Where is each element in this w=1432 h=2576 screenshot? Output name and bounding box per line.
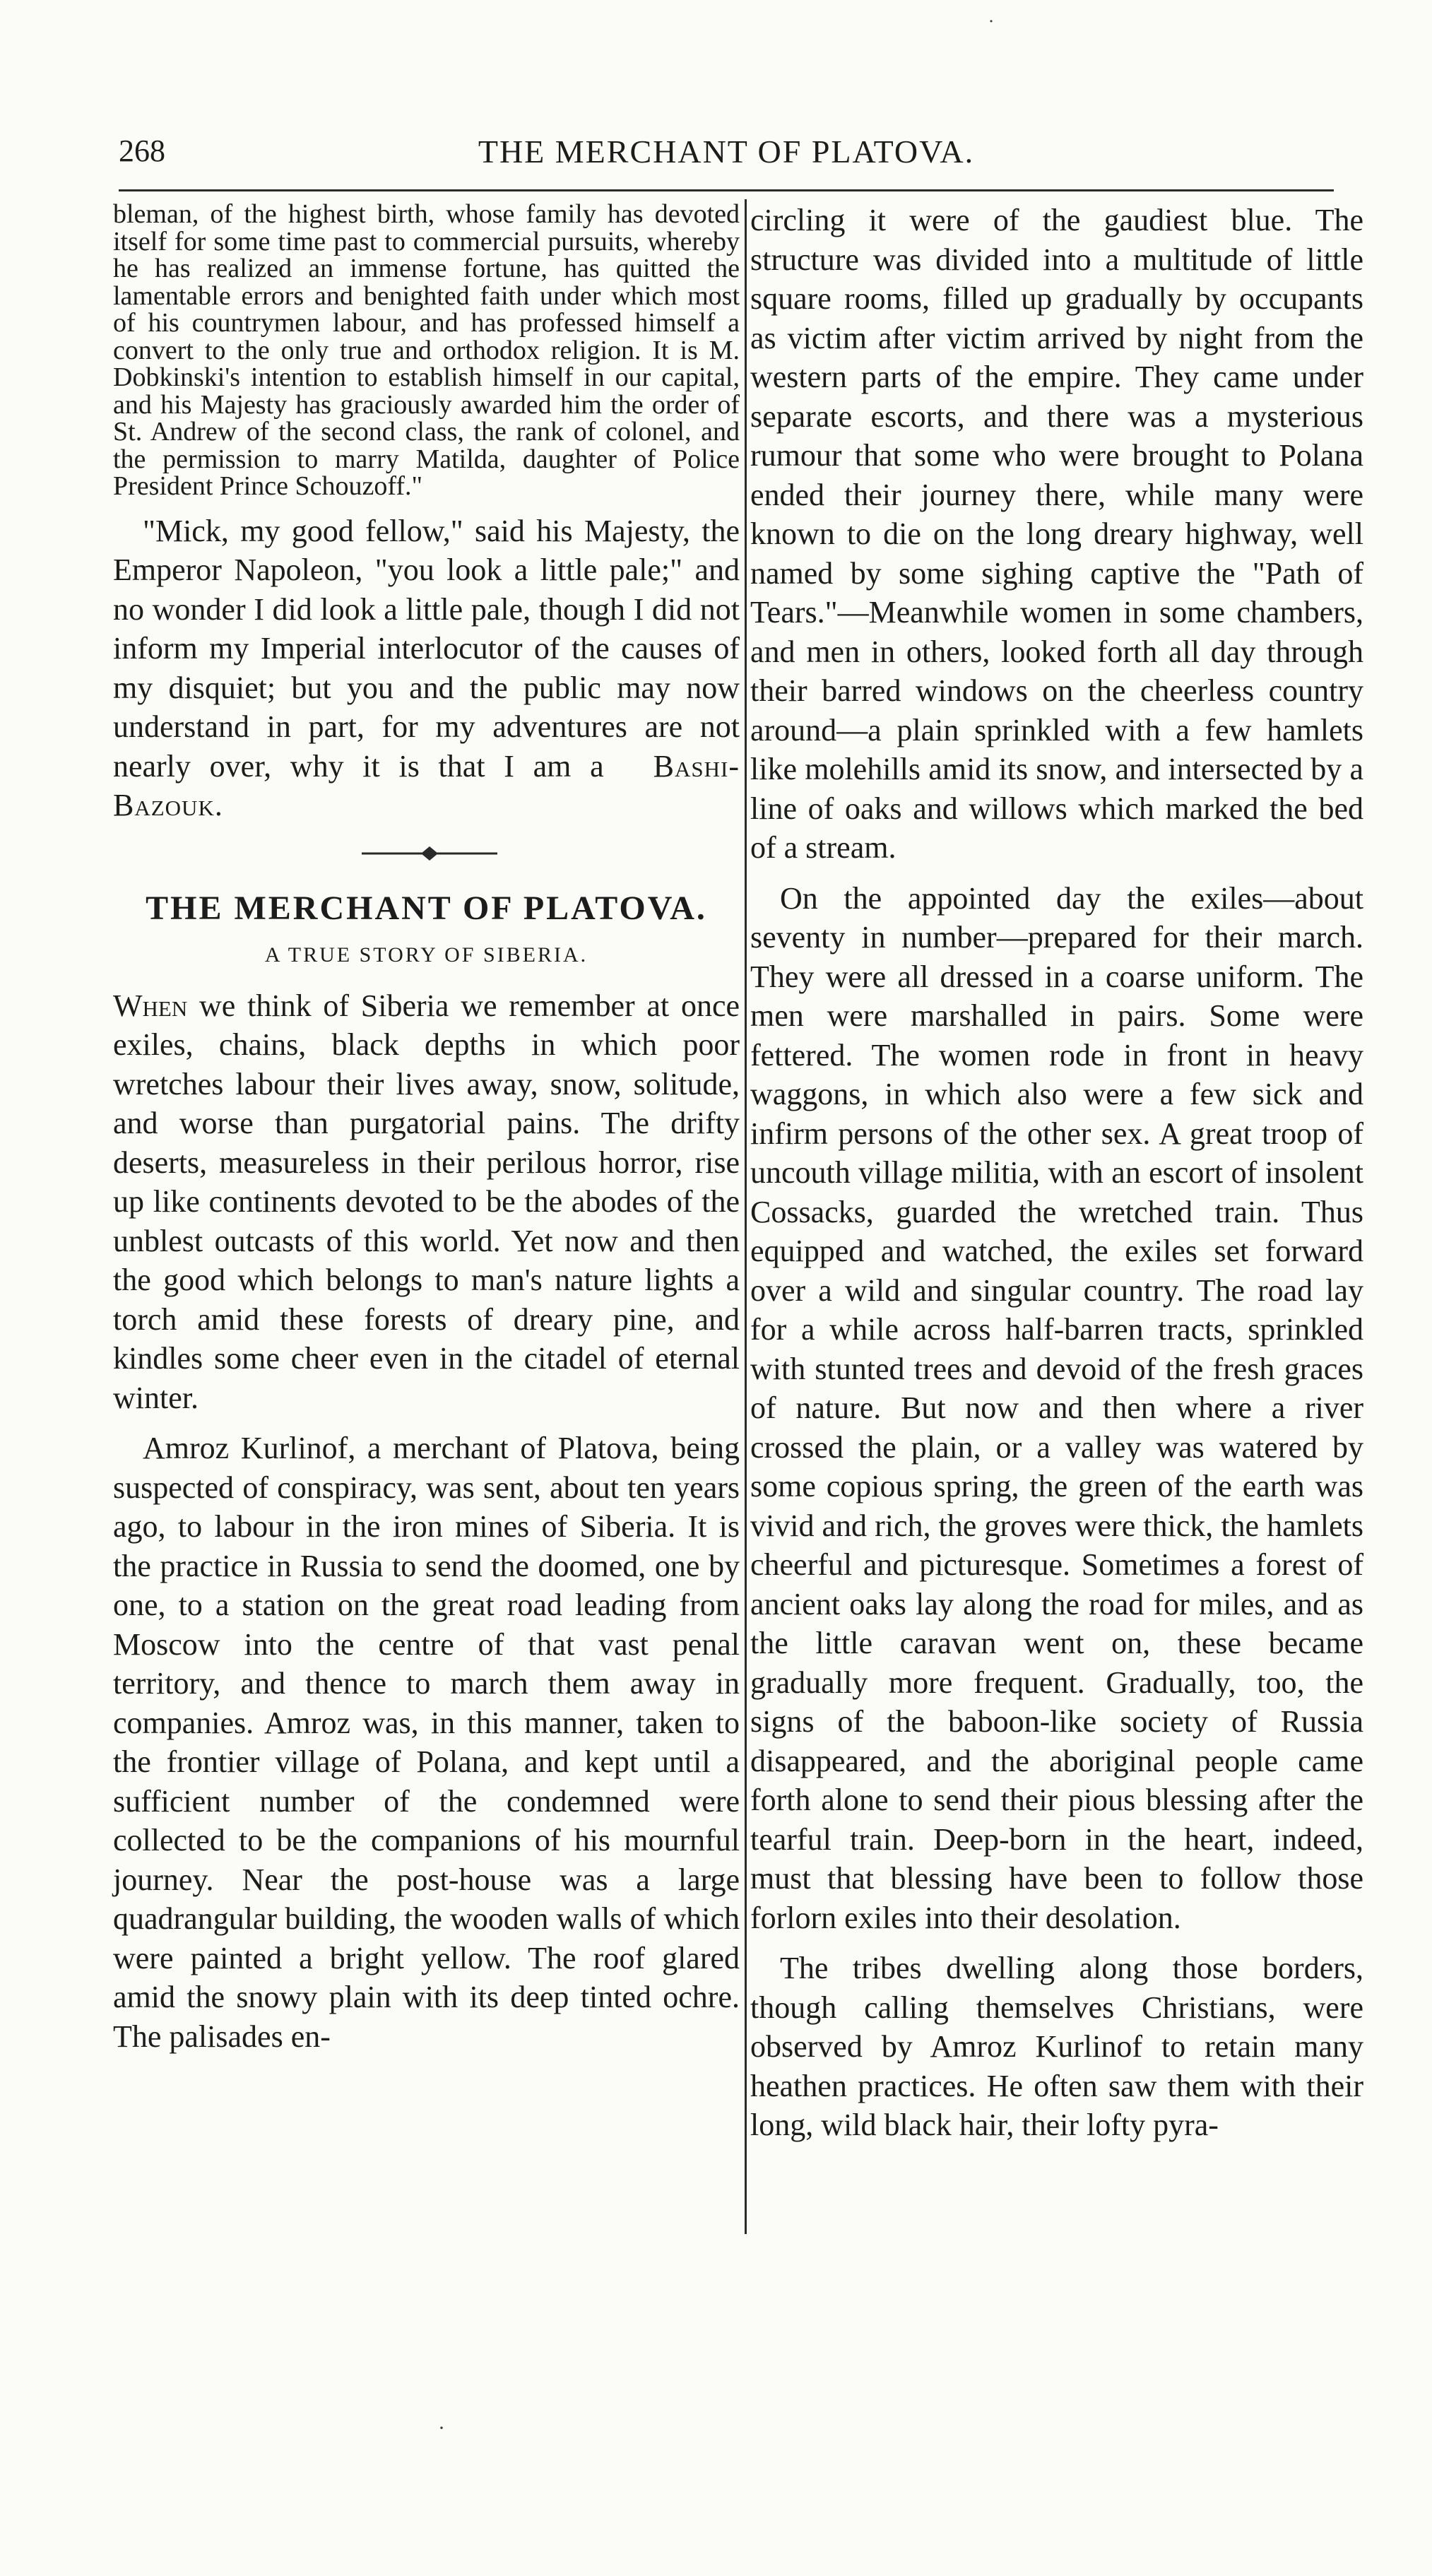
right-column — [750, 201, 1363, 2145]
march-paragraph: On the appointed day the exiles—about seventy in number—prepared for their march. They were all dressed in a coarse uniform. The men were marshalled in pairs. Some were fettered. The women rode in front in heavy waggons, in which also were a few sick and infirm persons of the other sex. A great troop of uncouth village militia, with an escort of insolent Cossacks, guarded the wretched train. Thus equipped and watched, the exiles set forward over a wild and singular country. The road lay for a while across half-barren tracts, sprinkled with stunted trees and devoid of the fresh graces of nature. But now and then where a river crossed the plain, or a valley was watered by some copious spring, the green of the earth was vivid and rich, the groves were thick, the hamlets cheerful and picturesque. Sometimes a forest of ancient oaks lay along the road for miles, and as the little caravan went on, these became gradually more frequent. Gradually, too, the signs of the baboon-like society of Russia disappeared, and the aboriginal people came forth alone to send their pious blessing after the tearful train. Deep-born in the heart, indeed, must that blessing have been to follow those forlorn exiles into their desolation. — [750, 880, 1363, 1935]
section-ornament — [113, 832, 740, 875]
tribes-paragraph: The tribes dwelling along those borders, though calling themselves Christians, were observed by Amroz Kurlinof to retain many heathen practices. He often saw them with their long, wild black hair, their lofty pyra- — [750, 1951, 1363, 2142]
amroz-paragraph: Amroz Kurlinof, a merchant of Platova, being suspected of conspiracy, was sent, about ten years ago, to labour in the iron mines of Siberia. It is the practice in Russia to send the doomed, one by one, to a station on the great road leading from Moscow into the centre of that vast penal territory, and thence to march them away in companies. Amroz was, in this manner, taken to the frontier village of Polana, and kept until a sufficient number of the condemned were collected to be the companions of his mournful journey. Near the post-house was a large quadrangular building, the wooden walls of which were painted a bright yellow. The roof glared amid the snowy plain with its deep tinted ochre. The palisades en- — [113, 1431, 740, 2054]
opening-paragraph — [113, 986, 740, 1418]
continuation-paragraph: circling it were of the gaudiest blue. The structure was divided into a multitude of little square rooms, filled up gradually by occupants as victim after victim arrived by night from the western parts of the empire. They came under separate escorts, and there was a mysterious rumour that some who were brought to Polana ended their journey there, while many were known to die on the long dreary highway, well named by some sighing captive the "Path of Tears."—Meanwhile women in some chambers, and men in others, looked forth all day through their barred windows on the cheerless country around—a plain sprinkled with a few hamlets like molehills amid its snow, and intersected by a line of oaks and willows which marked the bed of a stream. — [750, 203, 1363, 865]
opening-paragraph-text: we think of Siberia we remember at once exiles, chains, black depths in which poor wretches labour their lives away, snow, solitude, and worse than purgatorial pains. The drifty deserts, measureless in their perilous horror, rise up like continents devoted to be the abodes of the unblest outcasts of this world. Yet now and then the good which belongs to man's nature lights a torch amid these forests of dreary pine, and kindles some cheer even in the citadel of eternal winter. — [113, 988, 740, 1415]
header-rule — [119, 189, 1334, 191]
page-header — [119, 133, 1334, 182]
article-subtitle: A TRUE STORY OF SIBERIA. — [264, 943, 588, 967]
left-column — [113, 201, 740, 2056]
page-number: 268 — [119, 134, 165, 168]
closing-paragraph-text: "Mick, my good fellow," said his Majesty, the Emperor Napoleon, "you look a little pale;" and no wonder I did look a little pale, though I did not inform my Imperial interlocutor of the causes of my disquiet; but you and the public may now understand in part, for my adventures are not nearly over, why it is that I am a — [113, 513, 740, 784]
closing-paragraph — [113, 512, 740, 825]
paper-speck: · — [438, 2416, 445, 2440]
column-divider — [745, 199, 747, 2234]
article-title: THE MERCHANT OF PLATOVA. — [146, 889, 707, 927]
notice-paragraph: bleman, of the highest birth, whose family has devoted itself for some time past to commercial pursuits, whereby he has realized an immense fortune, has quitted the lamentable errors and benighted faith under which most of his countrymen labour, and has professed himself a convert to the only true and orthodox religion. It is M. Dobkinski's intention to establish himself in our capital, and his Majesty has graciously awarded him the order of St. Andrew of the second class, the rank of colonel, and the permission to marry Matilda, daughter of Police President Prince Schouzoff." — [113, 199, 740, 501]
paper-speck: ˙ — [988, 16, 995, 39]
author-signature: Bashi-Bazouk. — [113, 748, 740, 822]
opening-word: When — [113, 988, 188, 1023]
running-title: THE MERCHANT OF PLATOVA. — [478, 134, 975, 170]
